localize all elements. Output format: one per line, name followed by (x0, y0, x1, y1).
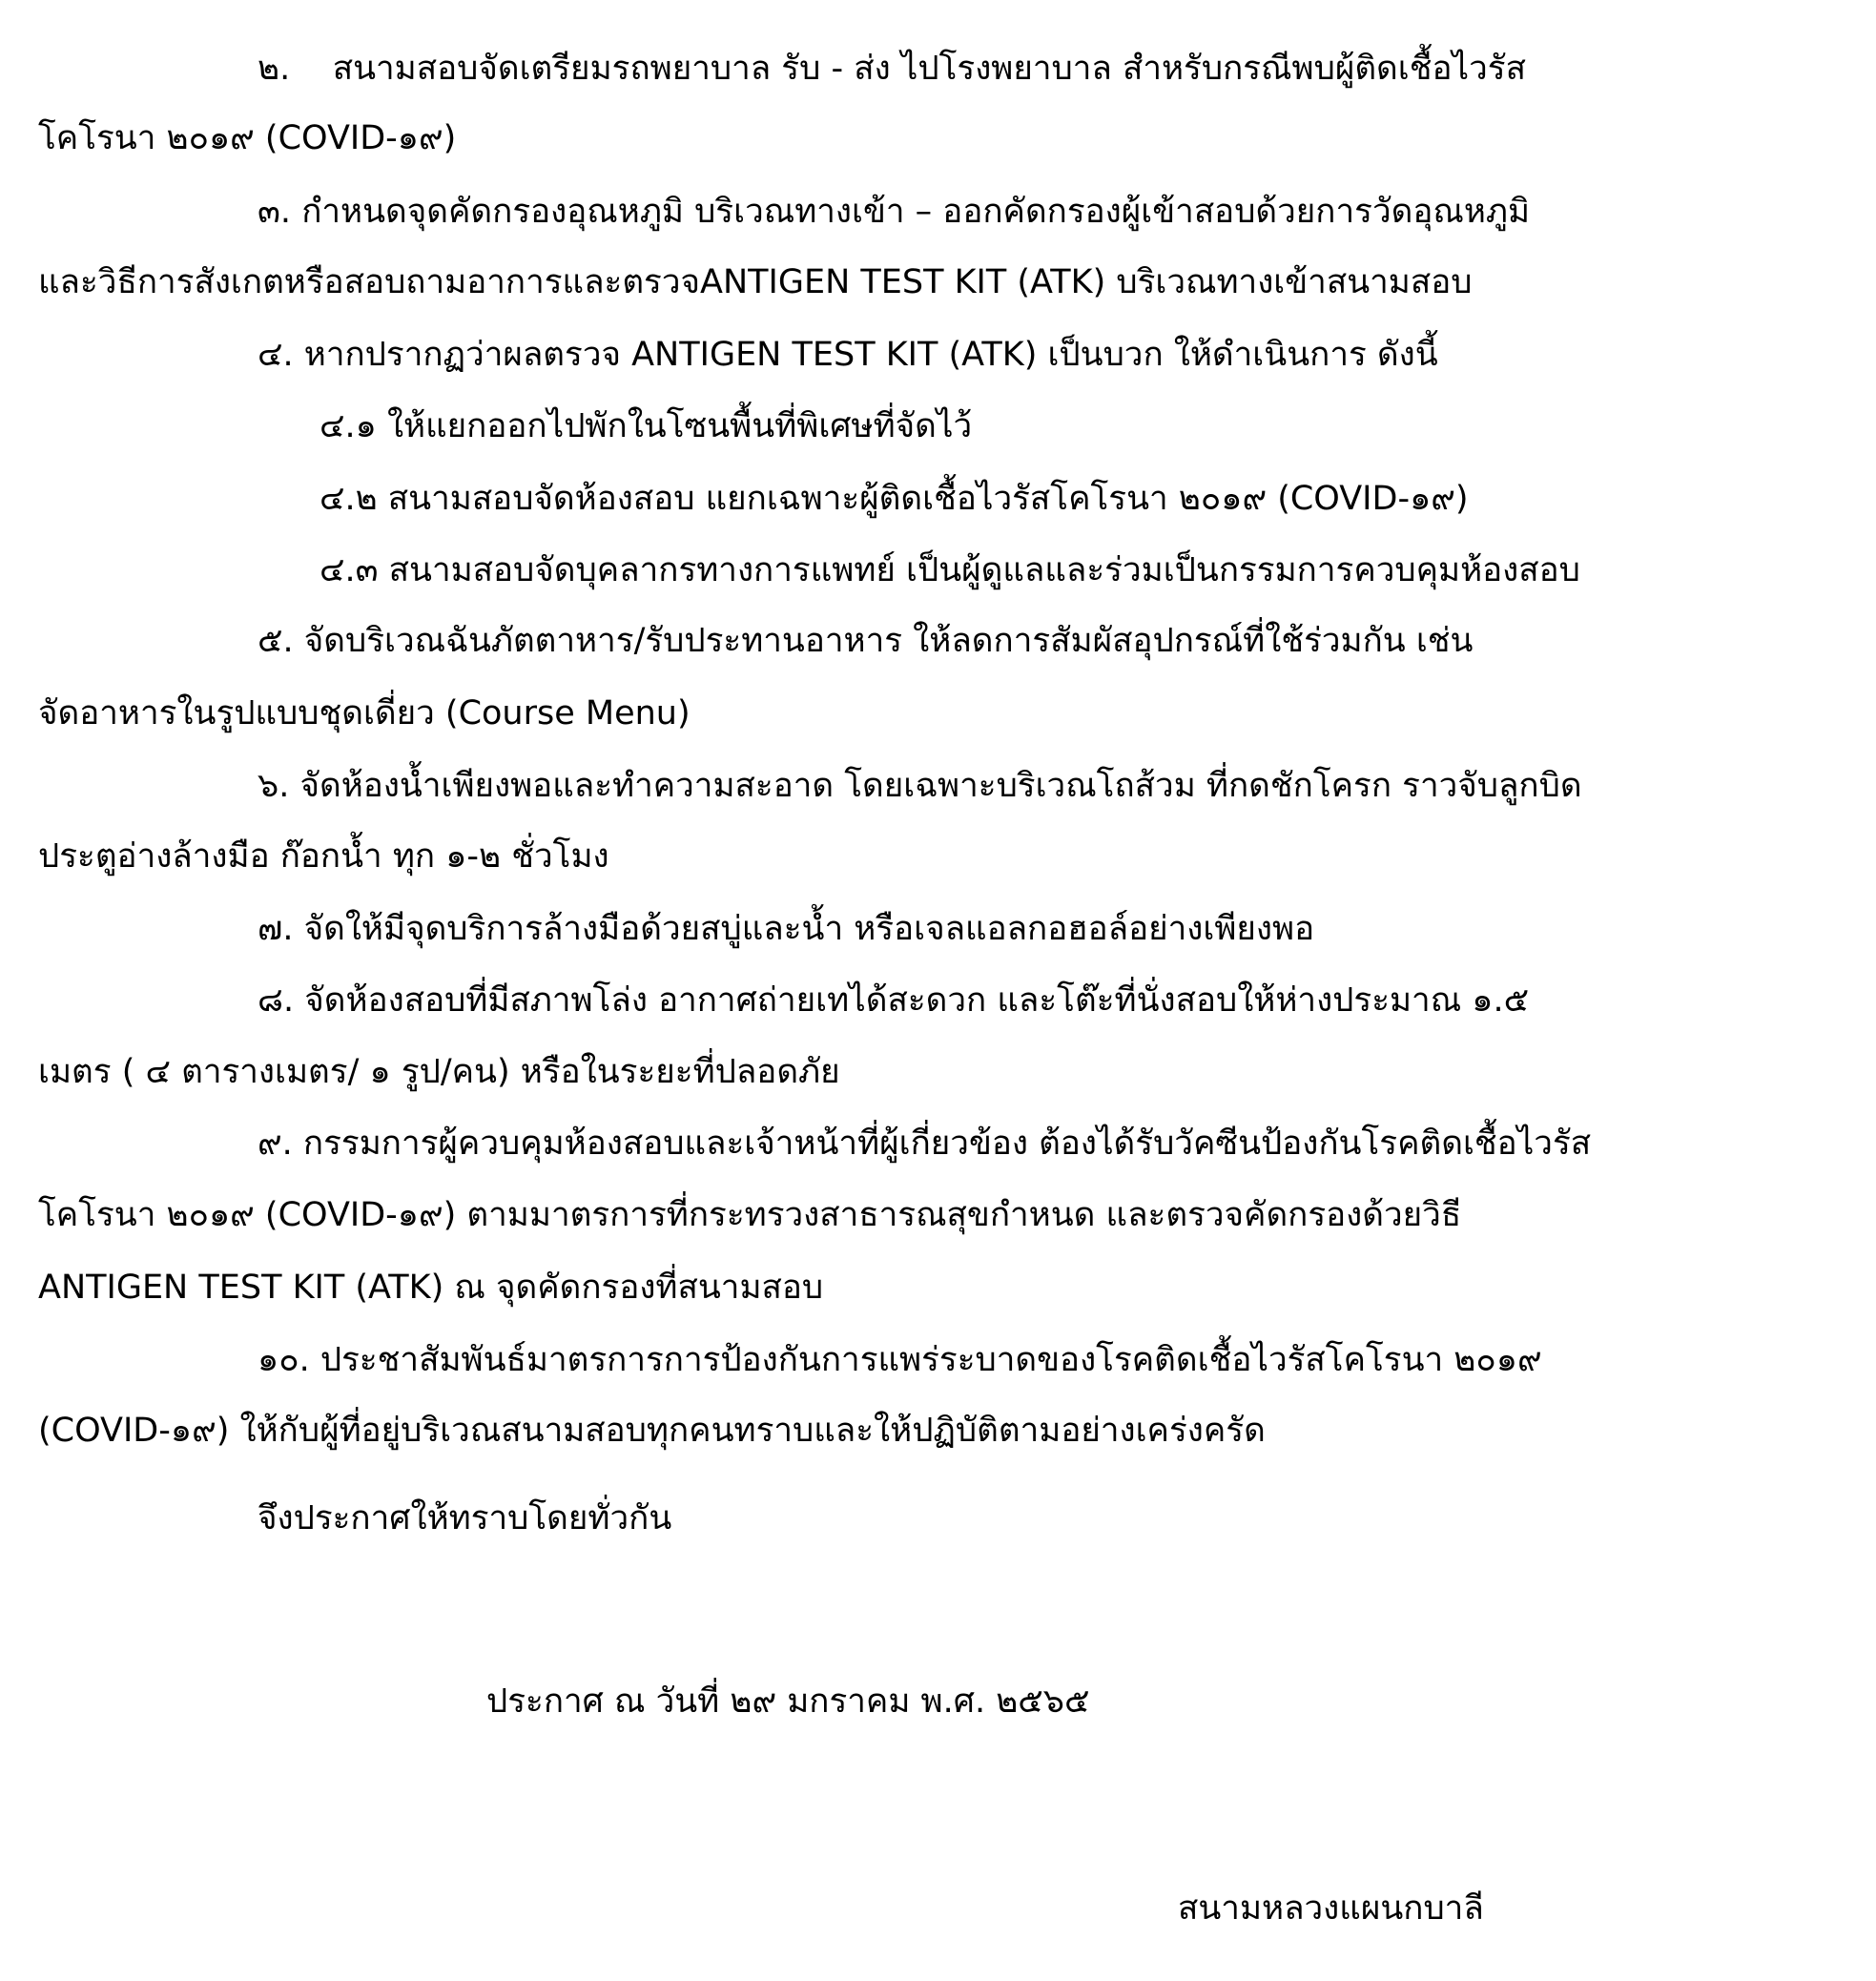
signature-authority: สนามหลวงแผนกบาลี (1178, 1889, 1484, 1928)
item-3-line-2: และวิธีการสังเกตหรือสอบถามอาการและตรวจANTIGEN TEST KIT (ATK) บริเวณทางเข้าสนามสอบ (38, 263, 1473, 301)
item-8-text: จัดห้องสอบที่มีสภาพโล่ง อากาศถ่ายเทได้สะดวก และโต๊ะที่นั่งสอบให้ห่างประมาณ ๑.๕ (304, 981, 1530, 1020)
item-4-text: หากปรากฏว่าผลตรวจ ANTIGEN TEST KIT (ATK) เป็นบวก ให้ดำเนินการ ดังนี้ (303, 336, 1438, 374)
item-3-number: ๓. (258, 193, 292, 231)
item-10-text: ประชาสัมพันธ์มาตรการการป้องกันการแพร่ระบาดของโรคติดเชื้อไวรัสโคโรนา ๒๐๑๙ (320, 1341, 1542, 1379)
item-8-line-2: เมตร ( ๔ ตารางเมตร/ ๑ รูป/คน) หรือในระยะที่ปลอดภัย (38, 1053, 840, 1091)
item-3-text: กำหนดจุดคัดกรองอุณหภูมิ บริเวณทางเข้า – ออกคัดกรองผู้เข้าสอบด้วยการวัดอุณหภูมิ (301, 193, 1531, 231)
item-10-line-2: (COVID-๑๙) ให้กับผู้ที่อยู่บริเวณสนามสอบทุกคนทราบและให้ปฏิบัติตามอย่างเคร่งครัด (38, 1412, 1266, 1450)
item-4-3-line: ๔.๓ สนามสอบจัดบุคลากรทางการแพทย์ เป็นผู้ดูแลและร่วมเป็นกรรมการควบคุมห้องสอบ (320, 551, 1580, 589)
item-5-number: ๕. (258, 622, 294, 660)
item-6-line-2: ประตูอ่างล้างมือ ก๊อกน้ำ ทุก ๑-๒ ชั่วโมง (38, 837, 609, 876)
item-5-line-1 (258, 618, 1473, 664)
closing-statement: จึงประกาศให้ทราบโดยทั่วกัน (258, 1499, 672, 1537)
item-5-text: จัดบริเวณฉันภัตตาหาร/รับประทานอาหาร ให้ลดการสัมผัสอุปกรณ์ที่ใช้ร่วมกัน เช่น (303, 622, 1474, 660)
item-4-2-line: ๔.๒ สนามสอบจัดห้องสอบ แยกเฉพาะผู้ติดเชื้อไวรัสโคโรนา ๒๐๑๙ (COVID-๑๙) (320, 480, 1469, 518)
item-9-number: ๙. (258, 1125, 293, 1163)
item-4-1-line: ๔.๑ ให้แยกออกไปพักในโซนพื้นที่พิเศษที่จัดไว้ (320, 407, 973, 445)
item-6-line-1 (258, 763, 1582, 809)
item-7-line-1 (258, 906, 1314, 952)
item-6-number: ๖. (258, 767, 290, 805)
item-5-line-2: จัดอาหารในรูปแบบชุดเดี่ยว (Course Menu) (38, 694, 691, 733)
item-2-line-2: โคโรนา ๒๐๑๙ (COVID-๑๙) (38, 119, 457, 157)
announcement-date: ประกาศ ณ วันที่ ๒๙ มกราคม พ.ศ. ๒๕๖๕ (486, 1682, 1090, 1721)
item-8-number: ๘. (258, 981, 295, 1020)
item-9-line-2: โคโรนา ๒๐๑๙ (COVID-๑๙) ตามมาตรการที่กระทรวงสาธารณสุขกำหนด และตรวจคัดกรองด้วยวิธี (38, 1196, 1462, 1234)
item-7-number: ๗. (258, 910, 294, 948)
item-4-line-1 (258, 332, 1438, 378)
item-10-number: ๑๐. (258, 1341, 310, 1379)
item-2-line-1 (258, 46, 1822, 92)
item-8-line-1 (258, 978, 1529, 1023)
item-4-number: ๔. (258, 336, 294, 374)
item-7-text: จัดให้มีจุดบริการล้างมือด้วยสบู่และน้ำ หรือเจลแอลกอฮอล์อย่างเพียงพอ (303, 910, 1315, 948)
item-2-number: ๒. (258, 50, 291, 88)
item-2-text: สนามสอบจัดเตรียมรถพยาบาล รับ - ส่ง ไปโรงพยาบาล สำหรับกรณีพบผู้ติดเชื้อไวรัส (332, 50, 1526, 88)
item-9-line-3: ANTIGEN TEST KIT (ATK) ณ จุดคัดกรองที่สนามสอบ (38, 1269, 824, 1307)
item-3-line-1 (258, 189, 1530, 235)
item-9-line-1 (258, 1121, 1591, 1166)
item-6-text: จัดห้องน้ำเพียงพอและทำความสะอาด โดยเฉพาะบริเวณโถส้วม ที่กดชักโครก ราวจับลูกบิด (299, 767, 1582, 805)
item-10-line-1 (258, 1337, 1542, 1383)
item-9-text: กรรมการผู้ควบคุมห้องสอบและเจ้าหน้าที่ผู้เกี่ยวข้อง ต้องได้รับวัคซีนป้องกันโรคติดเชื้อไวรัส (302, 1125, 1592, 1163)
